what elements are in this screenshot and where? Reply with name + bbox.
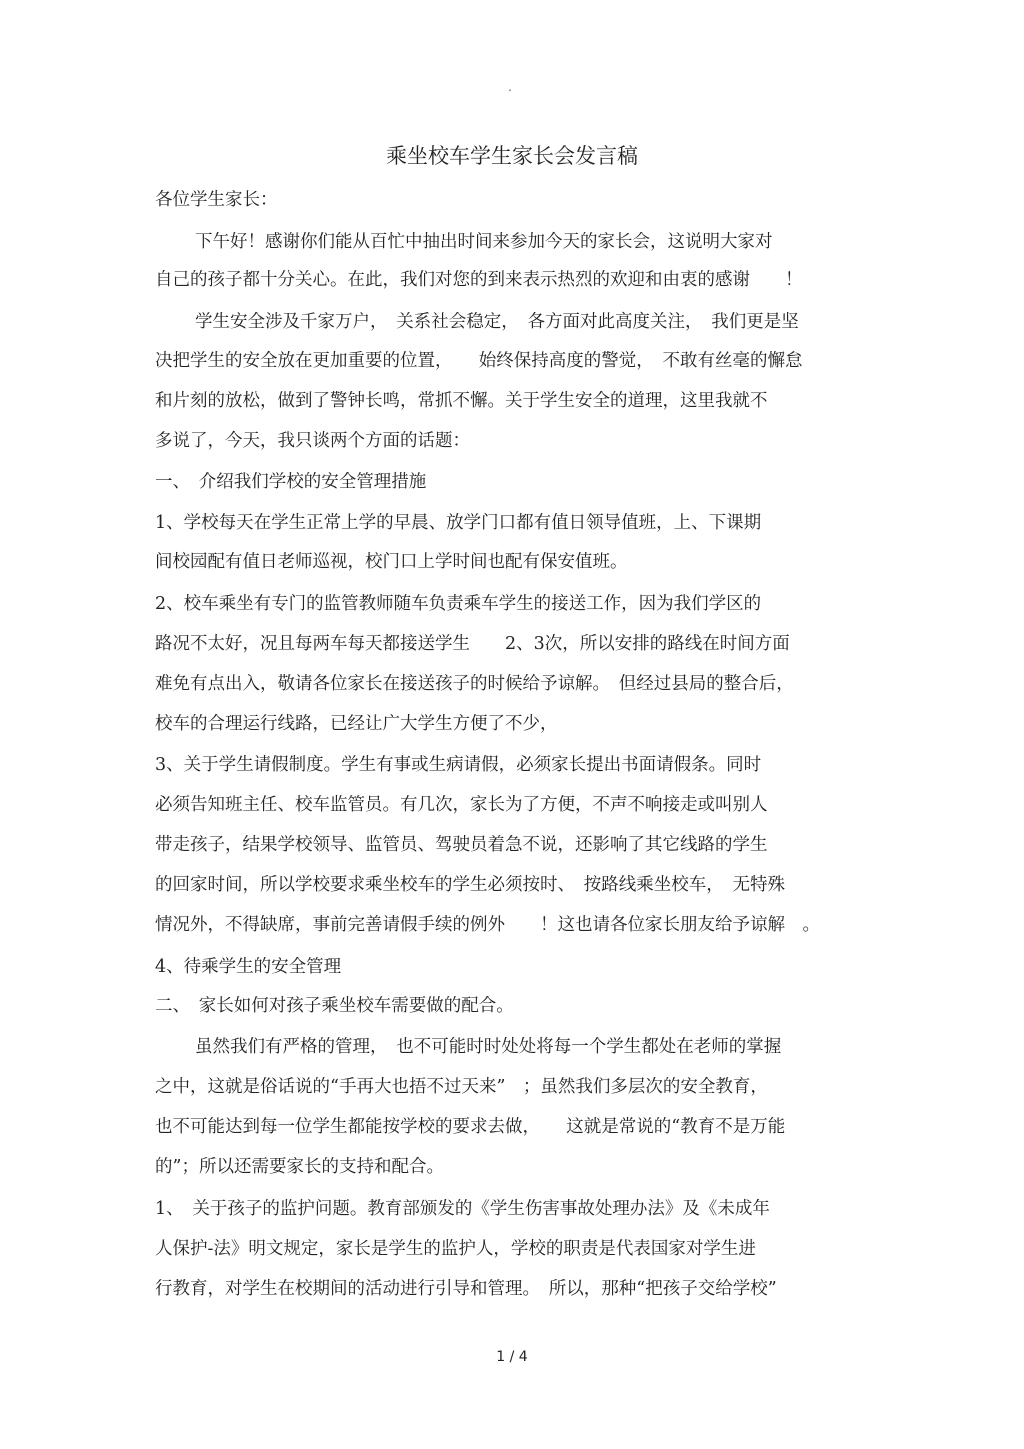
paragraph-line: 下午好！感谢你们能从百忙中抽出时间来参加今天的家长会，这说明大家对	[195, 232, 773, 252]
section-heading: 二、 家长如何对孩子乘坐校车需要做的配合。	[155, 996, 514, 1016]
paragraph-line: 多说了，今天，我只谈两个方面的话题：	[155, 431, 470, 451]
paragraph-line: 和片刻的放松，做到了警钟长鸣，常抓不懈。关于学生安全的道理，这里我就不	[155, 391, 768, 411]
paragraph-line: 人保护-法》明文规定，家长是学生的监护人，学校的职责是代表国家对学生进	[155, 1239, 756, 1259]
document-title: 乘坐校车学生家长会发言稿	[386, 144, 638, 168]
paragraph-line: 1、学校每天在学生正常上学的早晨、放学门口都有值日领导值班，上、下课期	[155, 513, 762, 533]
header-mark: .	[508, 80, 512, 94]
section-heading: 一、 介绍我们学校的安全管理措施	[155, 472, 427, 492]
paragraph-line: 也不可能达到每一位学生都能按学校的要求去做， 这就是常说的“教育不是万能	[155, 1117, 786, 1137]
paragraph-line: 1、 关于孩子的监护问题。教育部颁发的《学生伤害事故处理办法》及《未成年	[155, 1199, 770, 1219]
paragraph-line: 之中，这就是俗话说的“手再大也捂不过天来” ；虽然我们多层次的安全教育，	[155, 1077, 768, 1097]
page-number: 1 / 4	[496, 1349, 528, 1365]
paragraph-line: 3、关于学生请假制度。学生有事或生病请假，必须家长提出书面请假条。同时	[155, 755, 762, 775]
paragraph-line: 难免有点出入，敬请各位家长在接送孩子的时候给予谅解。 但经过县局的整合后，	[155, 674, 794, 694]
paragraph-line: 路况不太好，况且每两车每天都接送学生 2、3次，所以安排的路线在时间方面	[155, 634, 790, 654]
paragraph-line: 行教育，对学生在校期间的活动进行引导和管理。 所以，那种“把孩子交给学校”	[155, 1279, 777, 1299]
salutation: 各位学生家长：	[155, 190, 278, 210]
paragraph-line: 带走孩子，结果学校领导、监管员、驾驶员着急不说，还影响了其它线路的学生	[155, 835, 768, 855]
paragraph-line: 自己的孩子都十分关心。在此，我们对您的到来表示热烈的欢迎和由衷的感谢 ！	[155, 270, 803, 290]
paragraph-line: 的”；所以还需要家长的支持和配合。	[155, 1157, 444, 1177]
paragraph-line: 决把学生的安全放在更加重要的位置， 始终保持高度的警觉， 不敢有丝毫的懈怠	[155, 351, 803, 371]
paragraph-line: 校车的合理运行线路，已经让广大学生方便了不少，	[155, 714, 558, 734]
paragraph-line: 必须告知班主任、校车监管员。有几次，家长为了方便，不声不响接走或叫别人	[155, 795, 768, 815]
paragraph-line: 的回家时间，所以学校要求乘坐校车的学生必须按时、 按路线乘坐校车， 无特殊	[155, 875, 785, 895]
paragraph-line: 间校园配有值日老师巡视，校门口上学时间也配有保安值班。	[155, 552, 628, 572]
paragraph-line: 2、校车乘坐有专门的监管教师随车负责乘车学生的接送工作，因为我们学区的	[155, 594, 762, 614]
paragraph-line: 4、待乘学生的安全管理	[155, 957, 342, 977]
paragraph-line: 虽然我们有严格的管理， 也不可能时时处处将每一个学生都处在老师的掌握	[195, 1037, 782, 1057]
paragraph-line: 情况外，不得缺席，事前完善请假手续的例外 ！这也请各位家长朋友给予谅解 。	[155, 915, 820, 935]
paragraph-line: 学生安全涉及千家万户， 关系社会稳定， 各方面对此高度关注， 我们更是坚	[195, 312, 799, 332]
